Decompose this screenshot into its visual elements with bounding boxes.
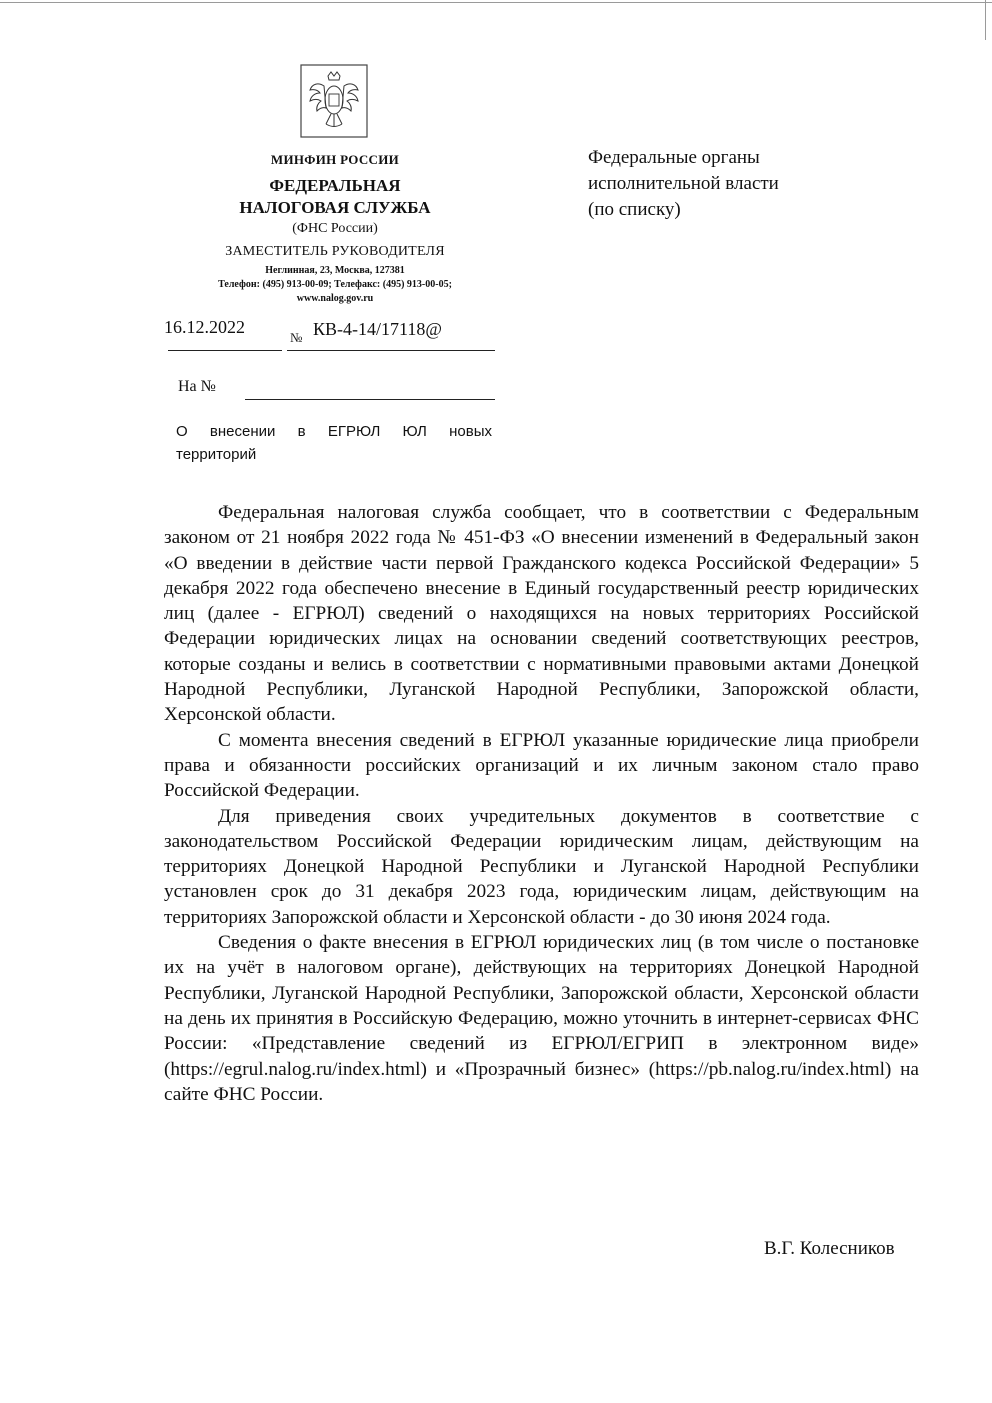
- body-paragraph: Федеральная налоговая служба сообщает, что в соответствии с Федеральным законом от 21 ноября 2022 года № 451-ФЗ «О внесении изменений в Федеральный закон «О введении в действие части первой Гражданского кодекса Российской Федерации» 5 декабря 2022 года обеспечено внесение в Единый государственный реестр юридических лиц (далее - ЕГРЮЛ) сведений о находящихся на новых территориях Российской Федерации юридических лицах на основании сведений соответствующих реестров, которые созданы и велись в соответствии с нормативными правовыми актами Донецкой Народной Республики, Луганской Народной Республики, Запорожской области, Херсонской области.: [164, 502, 919, 726]
- date-underline: [168, 350, 282, 351]
- scan-border-right: [985, 0, 986, 40]
- website: www.nalog.gov.ru: [296, 293, 374, 304]
- letter-subject: [176, 420, 492, 466]
- scan-border-top: [0, 2, 992, 3]
- subject-line1: О внесении в ЕГРЮЛ ЮЛ новых: [176, 423, 492, 440]
- addressee-line2: исполнительной власти: [588, 173, 779, 194]
- service-name-line2: НАЛОГОВАЯ СЛУЖБА: [239, 198, 431, 217]
- addressee-block: [588, 145, 918, 223]
- number-sign: №: [290, 330, 303, 345]
- service-name-line1: ФЕДЕРАЛЬНАЯ: [269, 176, 401, 195]
- letter-number: КВ-4-14/17118@: [313, 319, 442, 339]
- coat-of-arms-icon: [300, 64, 368, 138]
- number-underline: [287, 350, 495, 351]
- service-abbreviation: (ФНС России): [292, 221, 378, 236]
- body-paragraph: С момента внесения сведений в ЕГРЮЛ указанные юридические лица приобрели права и обязанности российских организаций и их личным законом стало право Российской Федерации.: [164, 729, 919, 802]
- postal-address: Неглинная, 23, Москва, 127381: [265, 265, 405, 276]
- ministry-name: МИНФИН РОССИИ: [270, 152, 400, 167]
- body-paragraph: Для приведения своих учредительных документов в соответствие с законодательством Российской Федерации юридическим лицам, действующим на территориях Донецкой Народной Республики и Луганской Народной Республики установлен срок до 31 декабря 2023 года, юридическим лицам, действующим на территориях Запорожской области и Херсонской области - до 30 июня 2024 года.: [164, 805, 919, 928]
- subject-line2: территорий: [176, 446, 257, 463]
- reference-label: На №: [178, 378, 216, 395]
- letter-date: 16.12.2022: [164, 317, 245, 337]
- body-paragraph: Сведения о факте внесения в ЕГРЮЛ юридических лиц (в том числе о постановке их на учёт в налоговом органе), действующих на территориях Донецкой Народной Республики, Луганской Народной Республики, Запорожской области, Херсонской области на день их принятия в Российскую Федерацию, можно уточнить в интернет-сервисах ФНС России: «Представление сведений из ЕГРЮЛ/ЕГРИП в электронном виде» (https://egrul.nalog.ru/index.html) и «Прозрачный бизнес» (https://pb.nalog.ru/index.html) на сайте ФНС России.: [164, 932, 919, 1105]
- letter-body: [164, 500, 919, 1107]
- reference-underline: [245, 399, 495, 400]
- addressee-line3: (по списку): [588, 199, 681, 220]
- contact-phones: Телефон: (495) 913-00-09; Телефакс: (495) 913-00-05;: [218, 279, 452, 290]
- addressee-line1: Федеральные органы: [588, 147, 760, 168]
- signatory-position: ЗАМЕСТИТЕЛЬ РУКОВОДИТЕЛЯ: [225, 244, 445, 259]
- signatory-name: В.Г. Колесников: [764, 1238, 895, 1259]
